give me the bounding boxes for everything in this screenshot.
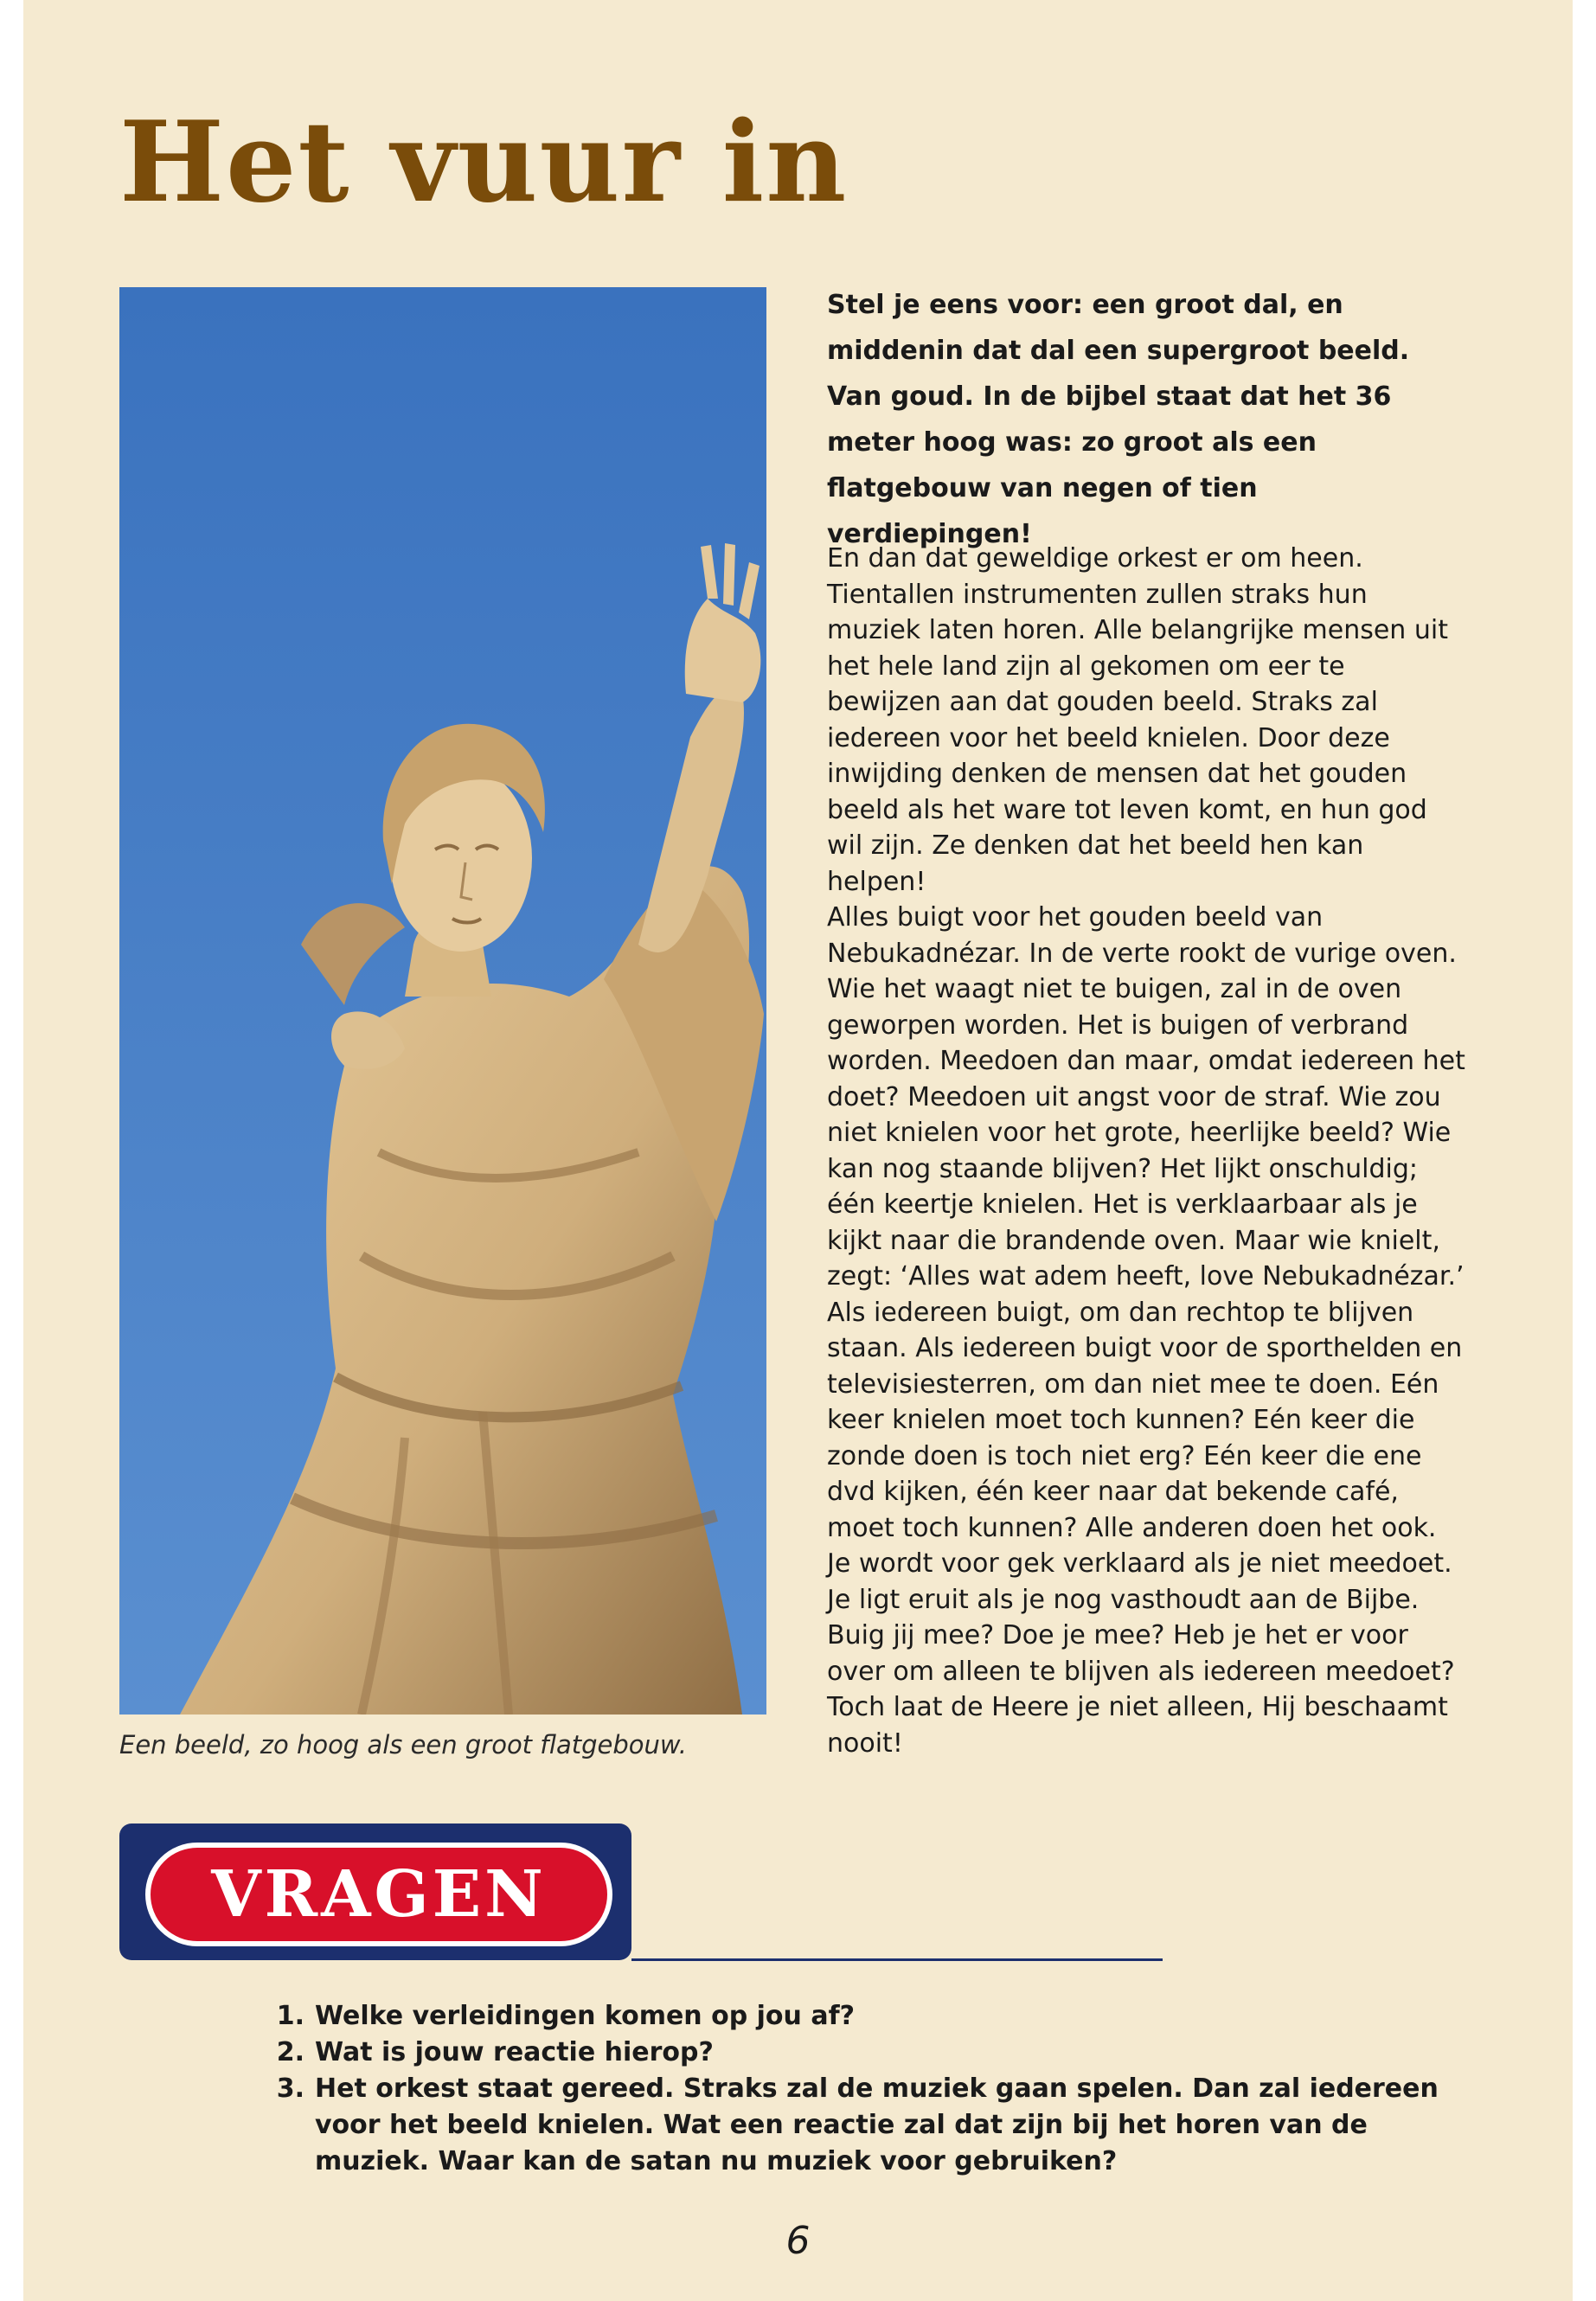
- question-item: [260, 1998, 1471, 2035]
- question-item: [260, 2071, 1471, 2180]
- question-number: 3.: [276, 2073, 304, 2104]
- question-item: [260, 2035, 1471, 2071]
- image-caption: Een beeld, zo hoog als een groot flatgebouw.: [119, 1730, 688, 1759]
- vragen-divider: [631, 1958, 1163, 1961]
- question-list: [260, 1998, 1471, 2180]
- body-paragraph: Alles buigt voor het gouden beeld van Nebukadnézar. In de verte rookt de vurige oven. Wie het waagt niet te buigen, zal in de oven geworpen worden. Het is buigen of verbrand worden. Meedoen dan maar, omdat iedereen het doet? Meedoen uit angst voor de straf. Wie zou niet knielen voor het grote, heerlijke beeld? Wie kan nog staande blijven? Het lijkt onschuldig; één keertje knielen. Het is verklaarbaar als je kijkt naar die brandende oven. Maar wie knielt, zegt: ‘Alles wat adem heeft, love Nebukadnézar.’: [827, 902, 1465, 1292]
- intro-paragraph: Stel je eens voor: een groot dal, en middenin dat dal een supergroot beeld. Van goud. In de bijbel staat dat het 36 meter hoog was: zo groot als een flatgebouw van negen of tien verdiepingen!: [827, 290, 1410, 549]
- question-text: Welke verleidingen komen op jou af?: [315, 2001, 856, 2031]
- question-text: Het orkest staat gereed. Straks zal de muziek gaan spelen. Dan zal iedereen voor het beeld knielen. Wat een reactie zal dat zijn bij het horen van de muziek. Waar kan de satan nu muziek voor gebruiken?: [315, 2073, 1439, 2176]
- body-text: [827, 541, 1467, 1761]
- question-text: Wat is jouw reactie hierop?: [315, 2037, 714, 2067]
- page-number: 6: [785, 2219, 811, 2263]
- vragen-label: VRAGEN: [211, 1857, 547, 1932]
- question-number: 2.: [276, 2037, 304, 2067]
- vragen-pill: [145, 1843, 612, 1946]
- question-number: 1.: [276, 2001, 304, 2031]
- body-paragraph: En dan dat geweldige orkest er om heen. Tientallen instrumenten zullen straks hun muziek laten horen. Alle belangrijke mensen uit het hele land zijn al gekomen om eer te bewijzen aan dat gouden beeld. Straks zal iedereen voor het beeld knielen. Door deze inwijding denken de mensen dat het gouden beeld als het ware tot leven komt, en hun god wil zijn. Ze denken dat het beeld hen kan helpen!: [827, 543, 1448, 897]
- angel-statue-photo: [119, 287, 766, 1715]
- body-paragraph: Als iedereen buigt, om dan rechtop te blijven staan. Als iedereen buigt voor de sporthelden en televisiesterren, om dan niet mee te doen. Eén keer knielen moet toch kunnen? Eén keer die zonde doen is toch niet erg? Eén keer die ene dvd kijken, één keer naar dat bekende café, moet toch kunnen? Alle anderen doen het ook. Je wordt voor gek verklaard als je niet meedoet. Je ligt eruit als je nog vasthoudt aan de Bijbe. Buig jij mee? Doe je mee? Heb je het er voor over om alleen te blijven als iedereen meedoet? Toch laat de Heere je niet alleen, Hij beschaamt nooit!: [827, 1297, 1463, 1759]
- page-title: Het vuur in: [119, 98, 849, 228]
